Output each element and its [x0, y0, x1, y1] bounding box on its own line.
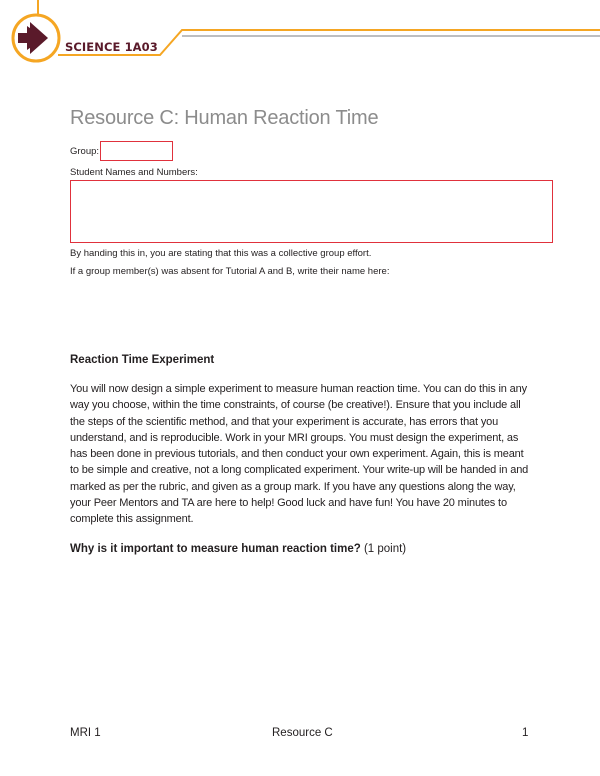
footer-resource: Resource C	[272, 727, 333, 739]
instructions-paragraph: You will now design a simple experiment to measure human reaction time. You can do this in any way you choose, within the time constraints, of course (be creative!). Ensure that you include all the steps of the scientific method, and that your experiment is accurate, has errors that you understand, and is reproducible. Work in your MRI groups. You must design the experiment, as has been done in previous tutorials, and then conduct your own experiment. Again, this is meant to be simple and creative, not a long complicated experiment. Your write-up will be handed in and marked as per the rubric, and given as a group mark. If you have any questions along the way, your Peer Mentors and TA are here to help! Good luck and have fun! You have 20 minutes to complete this assignment.	[70, 383, 529, 526]
student-names-field[interactable]	[70, 180, 553, 243]
collective-effort-note: By handing this in, you are stating that this was a collective group effort.	[70, 248, 372, 259]
group-label: Group:	[70, 146, 100, 157]
section-heading: Reaction Time Experiment	[70, 354, 215, 366]
group-field[interactable]	[100, 141, 173, 161]
student-names-label: Student Names and Numbers:	[70, 167, 198, 178]
page-number: 1	[522, 727, 529, 739]
page-title: Resource C: Human Reaction Time	[70, 107, 379, 129]
course-code: SCIENCE 1A03	[65, 40, 158, 54]
question-text: Why is it important to measure human reaction time?	[70, 543, 361, 555]
absent-member-note: If a group member(s) was absent for Tutorial A and B, write their name here:	[70, 266, 390, 277]
question-points: (1 point)	[360, 543, 407, 555]
footer-module: MRI 1	[70, 727, 101, 739]
question-1	[70, 543, 406, 555]
